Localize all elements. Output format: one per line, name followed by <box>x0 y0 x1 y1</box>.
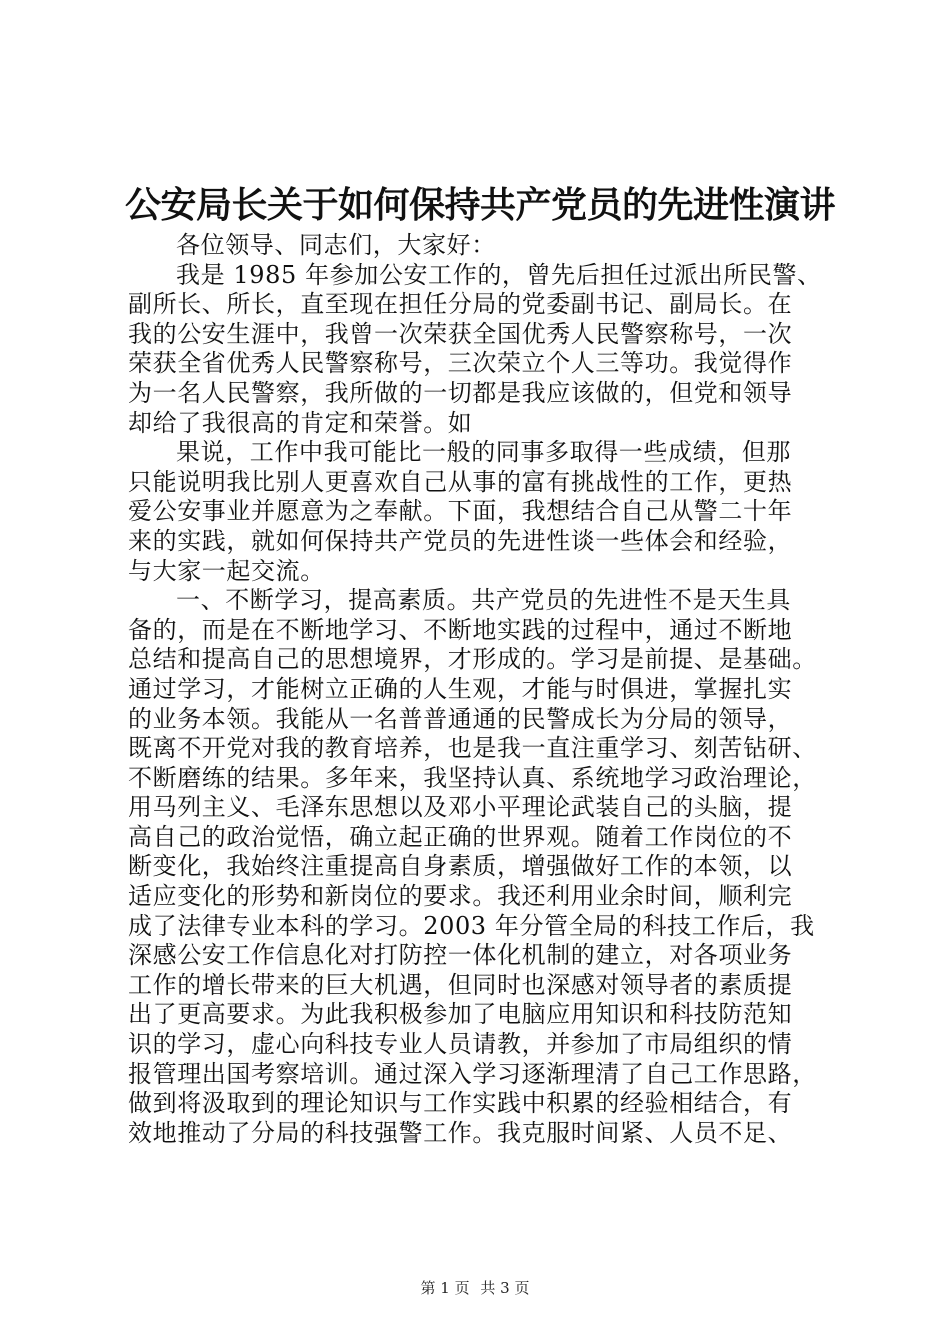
text-line: 来的实践，就如何保持共产党员的先进性谈一些体会和经验， <box>128 526 793 555</box>
text-line: 却给了我很高的肯定和荣誉。如 <box>128 408 473 437</box>
text-line: 做到将汲取到的理论知识与工作实践中积累的经验相结合，有 <box>128 1089 793 1118</box>
text-line: 果说，工作中我可能比一般的同事多取得一些成绩，但那 <box>176 438 791 467</box>
text-line: 为一名人民警察，我所做的一切都是我应该做的，但党和领导 <box>128 378 793 407</box>
text-line: 成了法律专业本科的学习。2003 年分管全局的科技工作后，我 <box>128 911 815 940</box>
text-line: 总结和提高自己的思想境界，才形成的。学习是前提、是基础。 <box>128 645 817 674</box>
text-line: 工作的增长带来的巨大机遇，但同时也深感对领导者的素质提 <box>128 970 793 999</box>
text-line: 与大家一起交流。 <box>128 556 325 585</box>
document-body <box>128 231 848 1148</box>
paragraph <box>128 586 848 1148</box>
text-line: 副所长、所长，直至现在担任分局的党委副书记、副局长。在 <box>128 290 793 319</box>
text-line: 爱公安事业并愿意为之奉献。下面，我想结合自己从警二十年 <box>128 497 793 526</box>
page-total: 共 3 页 <box>480 1279 530 1297</box>
paragraph <box>128 438 848 586</box>
text-line: 效地推动了分局的科技强警工作。我克服时间紧、人员不足、 <box>128 1118 793 1147</box>
text-line: 只能说明我比别人更喜欢自己从事的富有挑战性的工作，更热 <box>128 467 793 496</box>
paragraph <box>128 231 848 261</box>
text-line: 既离不开党对我的教育培养，也是我一直注重学习、刻苦钻研、 <box>128 734 817 763</box>
text-line: 报管理出国考察培训。通过深入学习逐渐理清了自己工作思路， <box>128 1059 817 1088</box>
page-number: 第 1 页 <box>420 1279 470 1297</box>
text-line: 深感公安工作信息化对打防控一体化机制的建立，对各项业务 <box>128 941 793 970</box>
text-line: 出了更高要求。为此我积极参加了电脑应用知识和科技防范知 <box>128 1000 793 1029</box>
text-line: 通过学习，才能树立正确的人生观，才能与时俱进，掌握扎实 <box>128 674 793 703</box>
text-line: 一、不断学习，提高素质。共产党员的先进性不是天生具 <box>176 586 791 615</box>
text-line: 高自己的政治觉悟，确立起正确的世界观。随着工作岗位的不 <box>128 822 793 851</box>
paragraph <box>128 261 848 439</box>
document-title: 公安局长关于如何保持共产党员的先进性演讲 <box>124 185 835 226</box>
text-line: 断变化，我始终注重提高自身素质，增强做好工作的本领，以 <box>128 852 793 881</box>
text-line: 的业务本领。我能从一名普普通通的民警成长为分局的领导， <box>128 704 793 733</box>
text-line: 识的学习，虚心向科技专业人员请教，并参加了市局组织的情 <box>128 1030 793 1059</box>
text-line: 各位领导、同志们，大家好： <box>176 231 496 259</box>
page-footer <box>0 1278 950 1298</box>
text-line: 备的，而是在不断地学习、不断地实践的过程中，通过不断地 <box>128 615 793 644</box>
text-line: 用马列主义、毛泽东思想以及邓小平理论武装自己的头脑，提 <box>128 793 793 822</box>
text-line: 我的公安生涯中，我曾一次荣获全国优秀人民警察称号，一次 <box>128 319 793 348</box>
text-line: 我是 1985 年参加公安工作的，曾先后担任过派出所民警、 <box>176 260 822 289</box>
text-line: 荣获全省优秀人民警察称号，三次荣立个人三等功。我觉得作 <box>128 349 793 378</box>
text-line: 不断磨练的结果。多年来，我坚持认真、系统地学习政治理论， <box>128 763 817 792</box>
text-line: 适应变化的形势和新岗位的要求。我还利用业余时间，顺利完 <box>128 882 793 911</box>
